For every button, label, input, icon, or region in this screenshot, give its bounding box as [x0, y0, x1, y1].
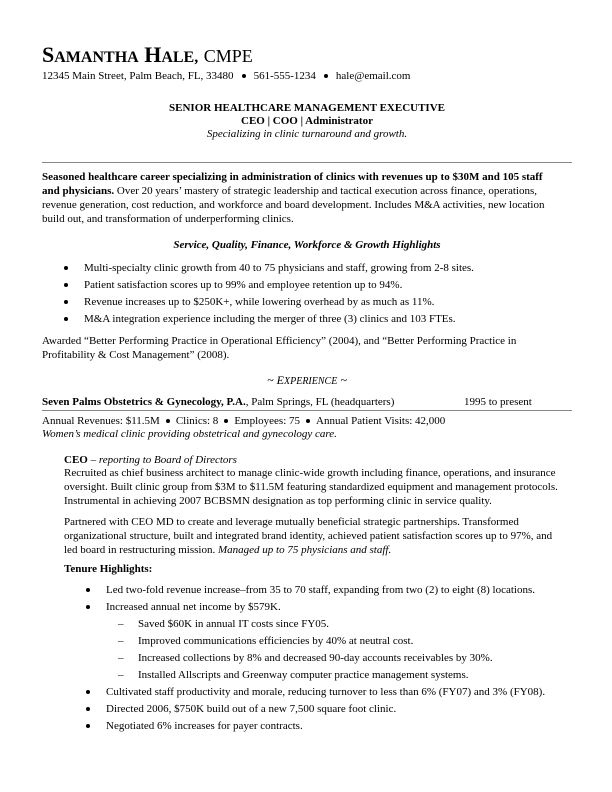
list-item-text: Improved communications efficiencies by 40% at neutral cost.: [138, 635, 414, 647]
company-description: Women’s medical clinic providing obstetrical and gynecology care.: [42, 428, 337, 440]
bullet: [86, 605, 90, 609]
divider: [42, 162, 572, 163]
separator-dot: [166, 419, 170, 423]
contact-line: [42, 69, 410, 83]
credential: CMPE: [203, 46, 253, 66]
tagline: Specializing in clinic turnaround and growth.: [206, 128, 408, 140]
employer-line: [42, 395, 394, 409]
separator-dot: [242, 74, 246, 78]
role-paragraph-2: [64, 515, 574, 557]
bullet: [86, 690, 90, 694]
summary-line-4: build out, and transformation of underperforming clinics.: [42, 213, 294, 225]
list-item-text: Increased annual net income by $579K.: [106, 601, 281, 613]
summary-line-2-rest: Over 20 years’ mastery of strategic leadership and tactical execution across finance, operations,: [114, 185, 537, 197]
role-paragraph-1: [64, 466, 574, 508]
dash: –: [118, 618, 124, 630]
highlights-heading: Service, Quality, Finance, Workforce & Growth Highlights: [173, 239, 441, 251]
dash: –: [118, 669, 124, 681]
list-item: [64, 278, 564, 295]
headline: SENIOR HEALTHCARE MANAGEMENT EXECUTIVE: [169, 102, 445, 114]
list-item-text: Cultivated staff productivity and morale, reducing turnover to less than 6% (FY07) and 3% (FY08).: [106, 686, 546, 698]
para2-line-3: [64, 543, 574, 557]
bullet: [64, 300, 68, 304]
bullet: [86, 588, 90, 592]
address: 12345 Main Street, Palm Beach, FL, 33480: [42, 70, 234, 82]
experience-heading-pre: ~: [267, 373, 277, 387]
tenure-sub-list: [118, 617, 568, 685]
separator-dot: [224, 419, 228, 423]
list-item: [86, 702, 566, 719]
para1-line-3: Instrumental in achieving 2007 BCBSMN designation as top performing clinic in service quality.: [64, 495, 492, 507]
list-item: [64, 312, 564, 329]
summary-line-2: [42, 184, 572, 198]
list-item-text: Led two-fold revenue increase–from 35 to 70 staff, expanding from two (2) to eight (8) locations.: [106, 584, 535, 596]
para1-line-2: oversight. Built clinic group from $3M to $11.5M featuring standardized equipment and management protocols.: [64, 481, 558, 493]
role-title: [64, 453, 237, 467]
role-reports-to: – reporting to Board of Directors: [87, 454, 237, 466]
list-item: [118, 617, 568, 634]
bullet: [86, 724, 90, 728]
stat-employees: Employees: 75: [234, 415, 300, 427]
employer-name: Seven Palms Obstetrics & Gynecology, P.A.: [42, 396, 246, 408]
separator-dot: [306, 419, 310, 423]
phone: 561-555-1234: [253, 70, 316, 82]
email: hale@email.com: [335, 70, 411, 82]
tenure-heading: Tenure Highlights:: [64, 563, 153, 575]
list-item: [86, 600, 566, 617]
list-item-text: Negotiated 6% increases for payer contracts.: [106, 720, 303, 732]
bullet: [64, 266, 68, 270]
list-item: [64, 261, 564, 278]
name-first-initial: S: [42, 42, 55, 67]
tenure-list-b: [86, 685, 566, 736]
name-last-rest: ALE,: [161, 49, 199, 66]
summary-line-3: revenue generation, cost reduction, and workforce and board development. Includes M&A activities, new location: [42, 199, 545, 211]
highlights-list: [64, 261, 564, 329]
name-last-initial: H: [144, 42, 162, 67]
awards: [42, 334, 572, 362]
bullet: [64, 317, 68, 321]
stat-clinics: Clinics: 8: [175, 415, 219, 427]
experience-heading: [42, 373, 572, 389]
list-item-text: M&A integration experience including the merger of three (3) clinics and 103 FTEs.: [84, 313, 456, 325]
experience-heading-initial: E: [276, 373, 284, 387]
list-item-text: Installed Allscripts and Greenway computer practice management systems.: [138, 669, 469, 681]
role-name: CEO: [64, 454, 88, 466]
dash: –: [118, 652, 124, 664]
summary-line-2-bold: and physicians.: [42, 185, 115, 197]
employer-location: , Palm Springs, FL (headquarters): [245, 396, 395, 408]
candidate-name: [42, 42, 253, 71]
experience-heading-post: ~: [337, 373, 347, 387]
separator-dot: [324, 74, 328, 78]
company-stats: [42, 414, 445, 428]
dash: –: [118, 635, 124, 647]
list-item: [86, 583, 566, 600]
list-item: [118, 668, 568, 685]
stat-revenues: Annual Revenues: $11.5M: [42, 415, 160, 427]
list-item-text: Revenue increases up to $250K+, while lowering overhead by as much as 11%.: [84, 296, 435, 308]
list-item: [118, 634, 568, 651]
stat-visits: Annual Patient Visits: 42,000: [316, 415, 446, 427]
para2-line-2: organizational structure, built and integrated brand identity, achieved patient satisfaction scores up to 97%, and: [64, 530, 553, 542]
bullet: [86, 707, 90, 711]
awards-line-1: Awarded “Better Performing Practice in Operational Efficiency” (2004), and “Better Performing Practice in: [42, 335, 517, 347]
name-first-rest: AMANTHA: [54, 49, 139, 66]
summary: [42, 170, 572, 226]
list-item-text: Multi-specialty clinic growth from 40 to 75 physicians and staff, growing from 2-8 sites.: [84, 262, 474, 274]
summary-line-1: Seasoned healthcare career specializing in administration of clinics with revenues up to $30M and 105 staff: [42, 171, 543, 183]
experience-heading-rest: XPERIENCE: [284, 376, 338, 387]
employer-divider: [42, 410, 572, 411]
para2-line-3-italic: Managed up to 75 physicians and staff.: [217, 544, 392, 556]
employment-dates: 1995 to present: [464, 396, 532, 408]
list-item: [64, 295, 564, 312]
list-item: [118, 651, 568, 668]
list-item-text: Patient satisfaction scores up to 99% and employee retention up to 94%.: [84, 279, 403, 291]
para2-line-1: Partnered with CEO MD to create and leverage mutually beneficial strategic partnerships. Transformed: [64, 516, 519, 528]
list-item-text: Saved $60K in annual IT costs since FY05.: [138, 618, 330, 630]
list-item: [86, 719, 566, 736]
list-item-text: Increased collections by 8% and decreased 90-day accounts receivables by 30%.: [138, 652, 493, 664]
para1-line-1: Recruited as chief business architect to manage clinic-wide growth including finance, operations, and insurance: [64, 467, 556, 479]
para2-line-3-text: led board in restructuring mission.: [64, 544, 218, 556]
bullet: [64, 283, 68, 287]
list-item: [86, 685, 566, 702]
tenure-list-a: [86, 583, 566, 617]
awards-line-2: Profitability & Cost Management” (2008).: [42, 349, 230, 361]
list-item-text: Directed 2006, $750K build out of a new 7,500 square foot clinic.: [106, 703, 397, 715]
roles: CEO | COO | Administrator: [241, 115, 373, 127]
